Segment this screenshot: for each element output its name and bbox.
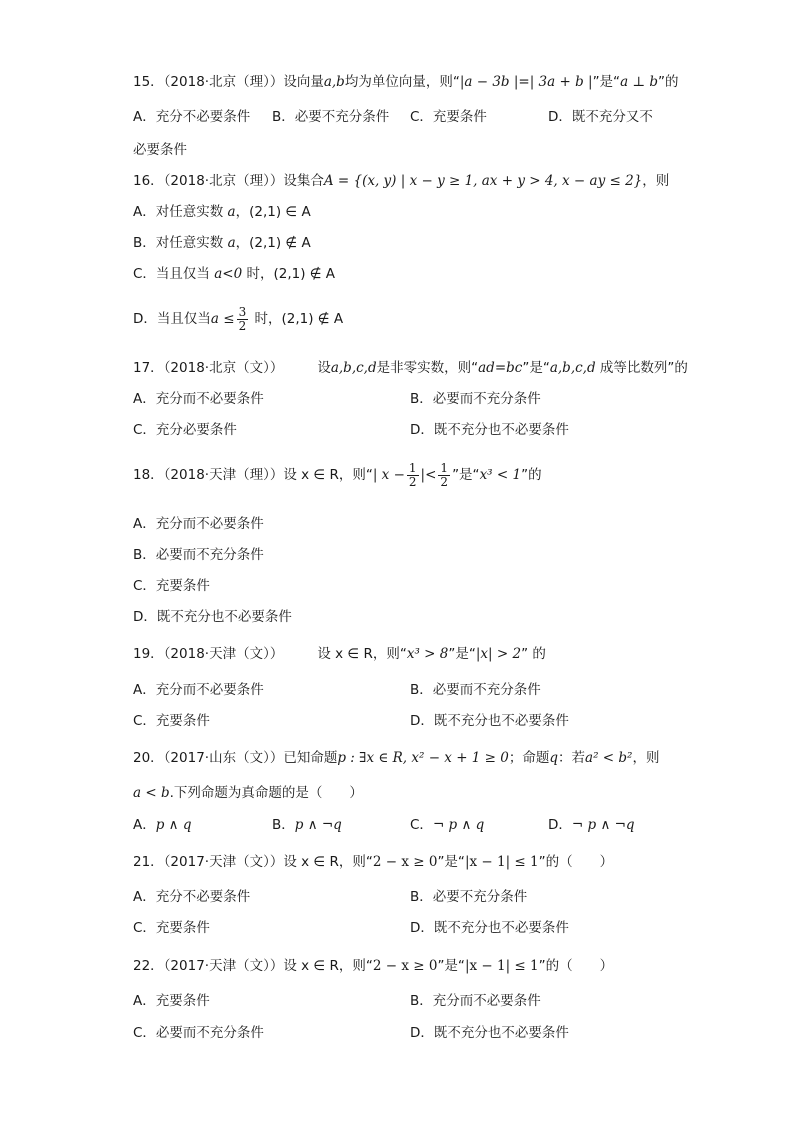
- option-d: D．既不充分也不必要条件: [410, 920, 569, 936]
- math-expression: q: [549, 750, 559, 766]
- stem-text: ”是“: [437, 958, 465, 974]
- math-expression: | x −: [372, 467, 405, 483]
- denominator: 2: [440, 474, 449, 489]
- option-b: [133, 233, 311, 253]
- stem-text: 均为单位向量，则“: [344, 74, 460, 90]
- math-expression: x³ > 8: [406, 646, 449, 662]
- option-c: C．必要而不充分条件: [133, 1025, 264, 1041]
- question-number: 19．: [133, 646, 164, 662]
- question-number: 15．: [133, 74, 164, 90]
- math-expression: p ∧ ¬q: [294, 817, 342, 833]
- question-source: （2017·天津（文））: [163, 854, 284, 870]
- math-expression: 2 − x ≥ 0: [372, 958, 438, 974]
- option-text: B．对任意实数: [133, 235, 228, 251]
- stem-text: 成等比数列”的: [595, 360, 688, 376]
- question-16-stem: [133, 171, 669, 191]
- question-number: 16．: [133, 173, 164, 189]
- math-expression: a < b: [133, 785, 170, 801]
- stem-text: ”的（ ）: [538, 958, 614, 974]
- math-expression: a,b,c,d: [330, 360, 377, 376]
- stem-text: ”是“: [592, 74, 621, 90]
- option-text: D．当且仅当: [133, 311, 211, 327]
- stem-text: 设集合: [283, 173, 324, 189]
- stem-text: ”是“: [522, 360, 550, 376]
- option-c: C．充要条件: [133, 578, 210, 594]
- stem-text: .下列命题为真命题的是（ ）: [169, 785, 363, 801]
- option-b: B．必要而不充分条件: [133, 547, 264, 563]
- option-b: B．充分而不必要条件: [410, 993, 541, 1009]
- stem-text: 设 x ∈ R，则“: [283, 854, 373, 870]
- option-d: [133, 302, 343, 336]
- math-expression: x³ < 1: [479, 467, 522, 483]
- fraction: [407, 462, 419, 489]
- stem-text: ；命题: [508, 750, 550, 766]
- option-text: A．对任意实数: [133, 204, 228, 220]
- option-a: A．充分不必要条件: [133, 889, 251, 905]
- fraction: [237, 306, 249, 333]
- option-text: ，(2,1) ∈ A: [235, 204, 311, 220]
- math-expression: a: [227, 235, 236, 251]
- option-text: 时，(2,1) ∉ A: [242, 266, 336, 282]
- option-a: A．充分而不必要条件: [133, 516, 264, 532]
- option-label: C．: [410, 817, 433, 833]
- option-a: A．充分而不必要条件: [133, 391, 264, 407]
- option-d: D．既不充分也不必要条件: [133, 609, 292, 625]
- option-a: A．充分而不必要条件: [133, 682, 264, 698]
- math-expression: A = {(x, y) | x − y ≥ 1, ax + y > 4, x − ay ≤ 2}: [323, 173, 643, 189]
- math-expression: a<0: [214, 266, 243, 282]
- option-d: D．既不充分也不必要条件: [410, 422, 569, 438]
- option-b: B．必要不充分条件: [410, 889, 528, 905]
- option-text: 时，(2,1) ∉ A: [250, 311, 344, 327]
- option-a: A．充分不必要条件: [133, 109, 251, 125]
- math-expression: a² < b²: [585, 750, 633, 766]
- option-text: ，(2,1) ∉ A: [235, 235, 311, 251]
- question-20-stem: [133, 748, 659, 768]
- question-source: （2017·山东（文））: [163, 750, 284, 766]
- option-c: C．充要条件: [410, 109, 487, 125]
- question-20-stem-line2: [133, 783, 363, 803]
- question-21-stem: [133, 852, 613, 872]
- option-b: B．必要而不充分条件: [410, 391, 541, 407]
- option-label: A．: [133, 817, 156, 833]
- question-source: （2017·天津（文））: [163, 958, 284, 974]
- stem-text: ” 的: [521, 646, 546, 662]
- question-number: 18．: [133, 467, 164, 483]
- option-d-continued: 必要条件: [133, 142, 187, 158]
- question-source: （2018·北京（理））: [163, 74, 284, 90]
- math-expression: 2 − x ≥ 0: [372, 854, 438, 870]
- question-19-stem: [133, 644, 546, 664]
- stem-text: ：若: [558, 750, 586, 766]
- option-c: C．充要条件: [133, 713, 210, 729]
- question-source: （2018·北京（理））: [163, 173, 284, 189]
- option-c: C．充要条件: [133, 920, 210, 936]
- question-18-stem: [133, 458, 542, 492]
- stem-text: 设向量: [283, 74, 324, 90]
- stem-text: 设 x ∈ R，则“: [283, 467, 373, 483]
- math-expression: a ≤: [210, 311, 235, 327]
- question-number: 17．: [133, 360, 164, 376]
- numerator: 1: [440, 460, 449, 475]
- question-number: 20．: [133, 750, 164, 766]
- math-expression: a,b,c,d: [549, 360, 596, 376]
- math-expression: ad=bc: [478, 360, 523, 376]
- option-b: B．必要不充分条件: [272, 109, 390, 125]
- option-text: C．当且仅当: [133, 266, 215, 282]
- stem-text: 设 x ∈ R，则“: [283, 958, 373, 974]
- option-c: C．充分必要条件: [133, 422, 237, 438]
- math-expression: a ⊥ b: [620, 74, 659, 90]
- stem-text: 已知命题: [283, 750, 338, 766]
- math-expression: |x| > 2: [475, 646, 522, 662]
- math-expression: p ∧ q: [155, 817, 192, 833]
- option-label: B．: [272, 817, 295, 833]
- math-expression: a,b: [323, 74, 345, 90]
- stem-text: 设: [317, 360, 331, 376]
- question-17-stem: [133, 358, 688, 378]
- option-c: [410, 815, 484, 835]
- question-number: 21．: [133, 854, 164, 870]
- stem-text: 是非零实数，则“: [376, 360, 479, 376]
- math-expression: ¬ p ∧ ¬q: [571, 817, 635, 833]
- question-15-stem: [133, 72, 679, 92]
- stem-text: ”是“: [437, 854, 465, 870]
- option-d: D．既不充分又不: [548, 109, 653, 125]
- math-expression: a: [227, 204, 236, 220]
- stem-text: ”的（ ）: [538, 854, 614, 870]
- question-source: （2018·天津（文））: [163, 646, 284, 662]
- option-d: D．既不充分也不必要条件: [410, 713, 569, 729]
- math-expression: ¬ p ∧ q: [432, 817, 485, 833]
- denominator: 2: [408, 474, 417, 489]
- stem-text: ”是“: [448, 646, 476, 662]
- option-a: [133, 202, 311, 222]
- option-b: [272, 815, 342, 835]
- stem-text: ，则: [642, 173, 670, 189]
- numerator: 3: [238, 304, 247, 319]
- stem-text: ，则: [632, 750, 660, 766]
- question-22-stem: [133, 956, 613, 976]
- stem-text: ”的: [521, 467, 542, 483]
- option-a: A．充要条件: [133, 993, 210, 1009]
- numerator: 1: [408, 460, 417, 475]
- fraction: [438, 462, 450, 489]
- math-expression: |<: [420, 467, 437, 483]
- math-expression: |x − 1| ≤ 1: [464, 854, 539, 870]
- math-expression: p : ∃x ∈ R, x² − x + 1 ≥ 0: [337, 750, 509, 766]
- math-expression: |x − 1| ≤ 1: [464, 958, 539, 974]
- stem-text: ”是“: [452, 467, 480, 483]
- option-a: [133, 815, 192, 835]
- stem-text: ”的: [658, 74, 679, 90]
- question-source: （2018·北京（文））: [163, 360, 284, 376]
- option-d: [548, 815, 635, 835]
- option-c: [133, 264, 335, 284]
- option-label: D．: [548, 817, 572, 833]
- option-d: D．既不充分也不必要条件: [410, 1025, 569, 1041]
- option-b: B．必要而不充分条件: [410, 682, 541, 698]
- stem-text: 设 x ∈ R，则“: [317, 646, 407, 662]
- math-expression: |a − 3b |=| 3a + b |: [459, 74, 593, 90]
- question-source: （2018·天津（理））: [163, 467, 284, 483]
- question-number: 22．: [133, 958, 164, 974]
- denominator: 2: [238, 318, 247, 333]
